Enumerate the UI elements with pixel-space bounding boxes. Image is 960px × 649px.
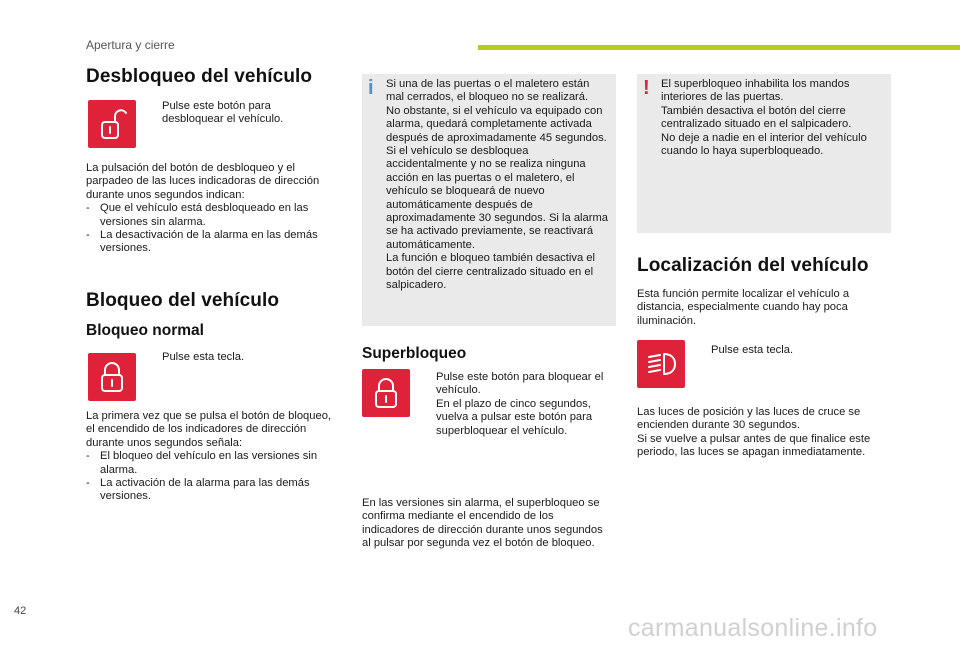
superlock-bullet-text: En el plazo de cinco segundos, vuelva a pulsar este botón para superbloquear el vehículo. xyxy=(436,397,593,437)
superlock-bullet-text: Pulse este botón para bloquear el vehículo. xyxy=(436,371,604,397)
lock-padlock-icon xyxy=(88,353,136,401)
superlock-bullet xyxy=(418,371,606,398)
locate-bullet-text: Pulse esta tecla. xyxy=(711,344,794,356)
locate-bullet xyxy=(693,344,853,357)
locate-outro-paragraph: Las luces de posición y las luces de cruce se encienden durante 30 segundos. xyxy=(637,406,861,432)
info-note-paragraph: La función e bloqueo también desactiva el botón del cierre centralizado situado en el salpicadero. xyxy=(386,252,595,292)
unlock-description xyxy=(86,162,341,256)
locate-outro-paragraph: Si se vuelve a pulsar antes de que finalice este periodo, las luces se apagan inmediatamente. xyxy=(637,432,871,459)
list-item: - La activación de la alarma para las demás versiones. xyxy=(86,477,310,503)
info-note xyxy=(362,74,616,326)
list-item-text: Que el vehículo está desbloqueado en las versiones sin alarma. xyxy=(100,202,309,228)
list-item: - La desactivación de la alarma en las demás versiones. xyxy=(86,229,318,255)
locate-intro: Esta función permite localizar el vehículo a distancia, especialmente cuando hay poca iluminación. xyxy=(637,288,850,327)
lock-intro: La primera vez que se pulsa el botón de bloqueo, el encendido de los indicadores de dirección durante unos segundos señala: xyxy=(86,410,332,449)
lock-bullet xyxy=(144,351,304,364)
superlock-note: En las versiones sin alarma, el superbloqueo se confirma mediante el encendido de los indicadores de dirección durante unos segundos al pulsar por segunda vez el botón de bloqueo. xyxy=(362,497,603,550)
section-accent-bar xyxy=(478,45,960,50)
list-item: - El bloqueo del vehículo en las versiones sin alarma. xyxy=(86,450,318,476)
superlock-bullet xyxy=(418,398,606,438)
lock-description xyxy=(86,410,341,504)
superlock-padlock-icon xyxy=(362,369,410,417)
unlock-intro: La pulsación del botón de desbloqueo y el parpadeo de las luces indicadoras de dirección durante unos segundos indican: xyxy=(86,162,320,201)
lock-subtitle: Bloqueo normal xyxy=(86,322,204,339)
info-note-paragraph: No obstante, si el vehículo va equipado con alarma, quedará completamente activada después de aproximadamente 45 segundos. xyxy=(386,104,607,144)
warning-note-paragraph: No deje a nadie en el interior del vehículo cuando lo haya superbloqueado. xyxy=(661,131,867,158)
info-note-text xyxy=(386,78,610,293)
unlock-padlock-icon xyxy=(88,100,136,148)
unlock-bullet xyxy=(144,100,304,127)
warning-note-text xyxy=(661,78,885,158)
list-item: - Que el vehículo está desbloqueado en las versiones sin alarma. xyxy=(86,202,309,228)
superlock-bullets xyxy=(418,371,606,438)
list-item-text: La desactivación de la alarma en las demás versiones. xyxy=(100,229,318,255)
warning-note-paragraph: El superbloqueo inhabilita los mandos interiores de las puertas. xyxy=(661,78,850,104)
watermark: carmanualsonline.info xyxy=(628,614,878,642)
lock-title: Bloqueo del vehículo xyxy=(86,290,280,311)
info-icon: i xyxy=(368,77,374,99)
section-title: Apertura y cierre xyxy=(86,38,175,52)
lock-bullet-text: Pulse esta tecla. xyxy=(162,351,245,363)
info-note-paragraph: Si una de las puertas o el maletero están mal cerrados, el bloqueo no se realizará. xyxy=(386,78,590,104)
unlock-bullet-text: Pulse este botón para desbloquear el vehículo. xyxy=(162,100,284,126)
headlight-icon xyxy=(637,340,685,388)
locate-title: Localización del vehículo xyxy=(637,255,869,276)
info-note-paragraph: Si el vehículo se desbloquea accidentalmente y no se realiza ninguna acción en las puertas o el maletero, el vehículo se bloqueará de nuevo automáticamente después de aproximadamente 30 segundos. Si la alarma se ha activado previamente, se reactivará automáticamente. xyxy=(386,145,609,251)
locate-outro xyxy=(637,406,897,460)
page-number: 42 xyxy=(14,605,27,617)
warning-note xyxy=(637,74,891,233)
unlock-title: Desbloqueo del vehículo xyxy=(86,66,313,87)
warning-icon: ! xyxy=(643,77,650,99)
warning-note-paragraph: También desactiva el botón del cierre centralizado situado en el salpicadero. xyxy=(661,104,852,131)
list-item-text: La activación de la alarma para las demás versiones. xyxy=(100,477,310,503)
list-item-text: El bloqueo del vehículo en las versiones sin alarma. xyxy=(100,450,318,476)
superlock-title: Superbloqueo xyxy=(362,345,467,362)
